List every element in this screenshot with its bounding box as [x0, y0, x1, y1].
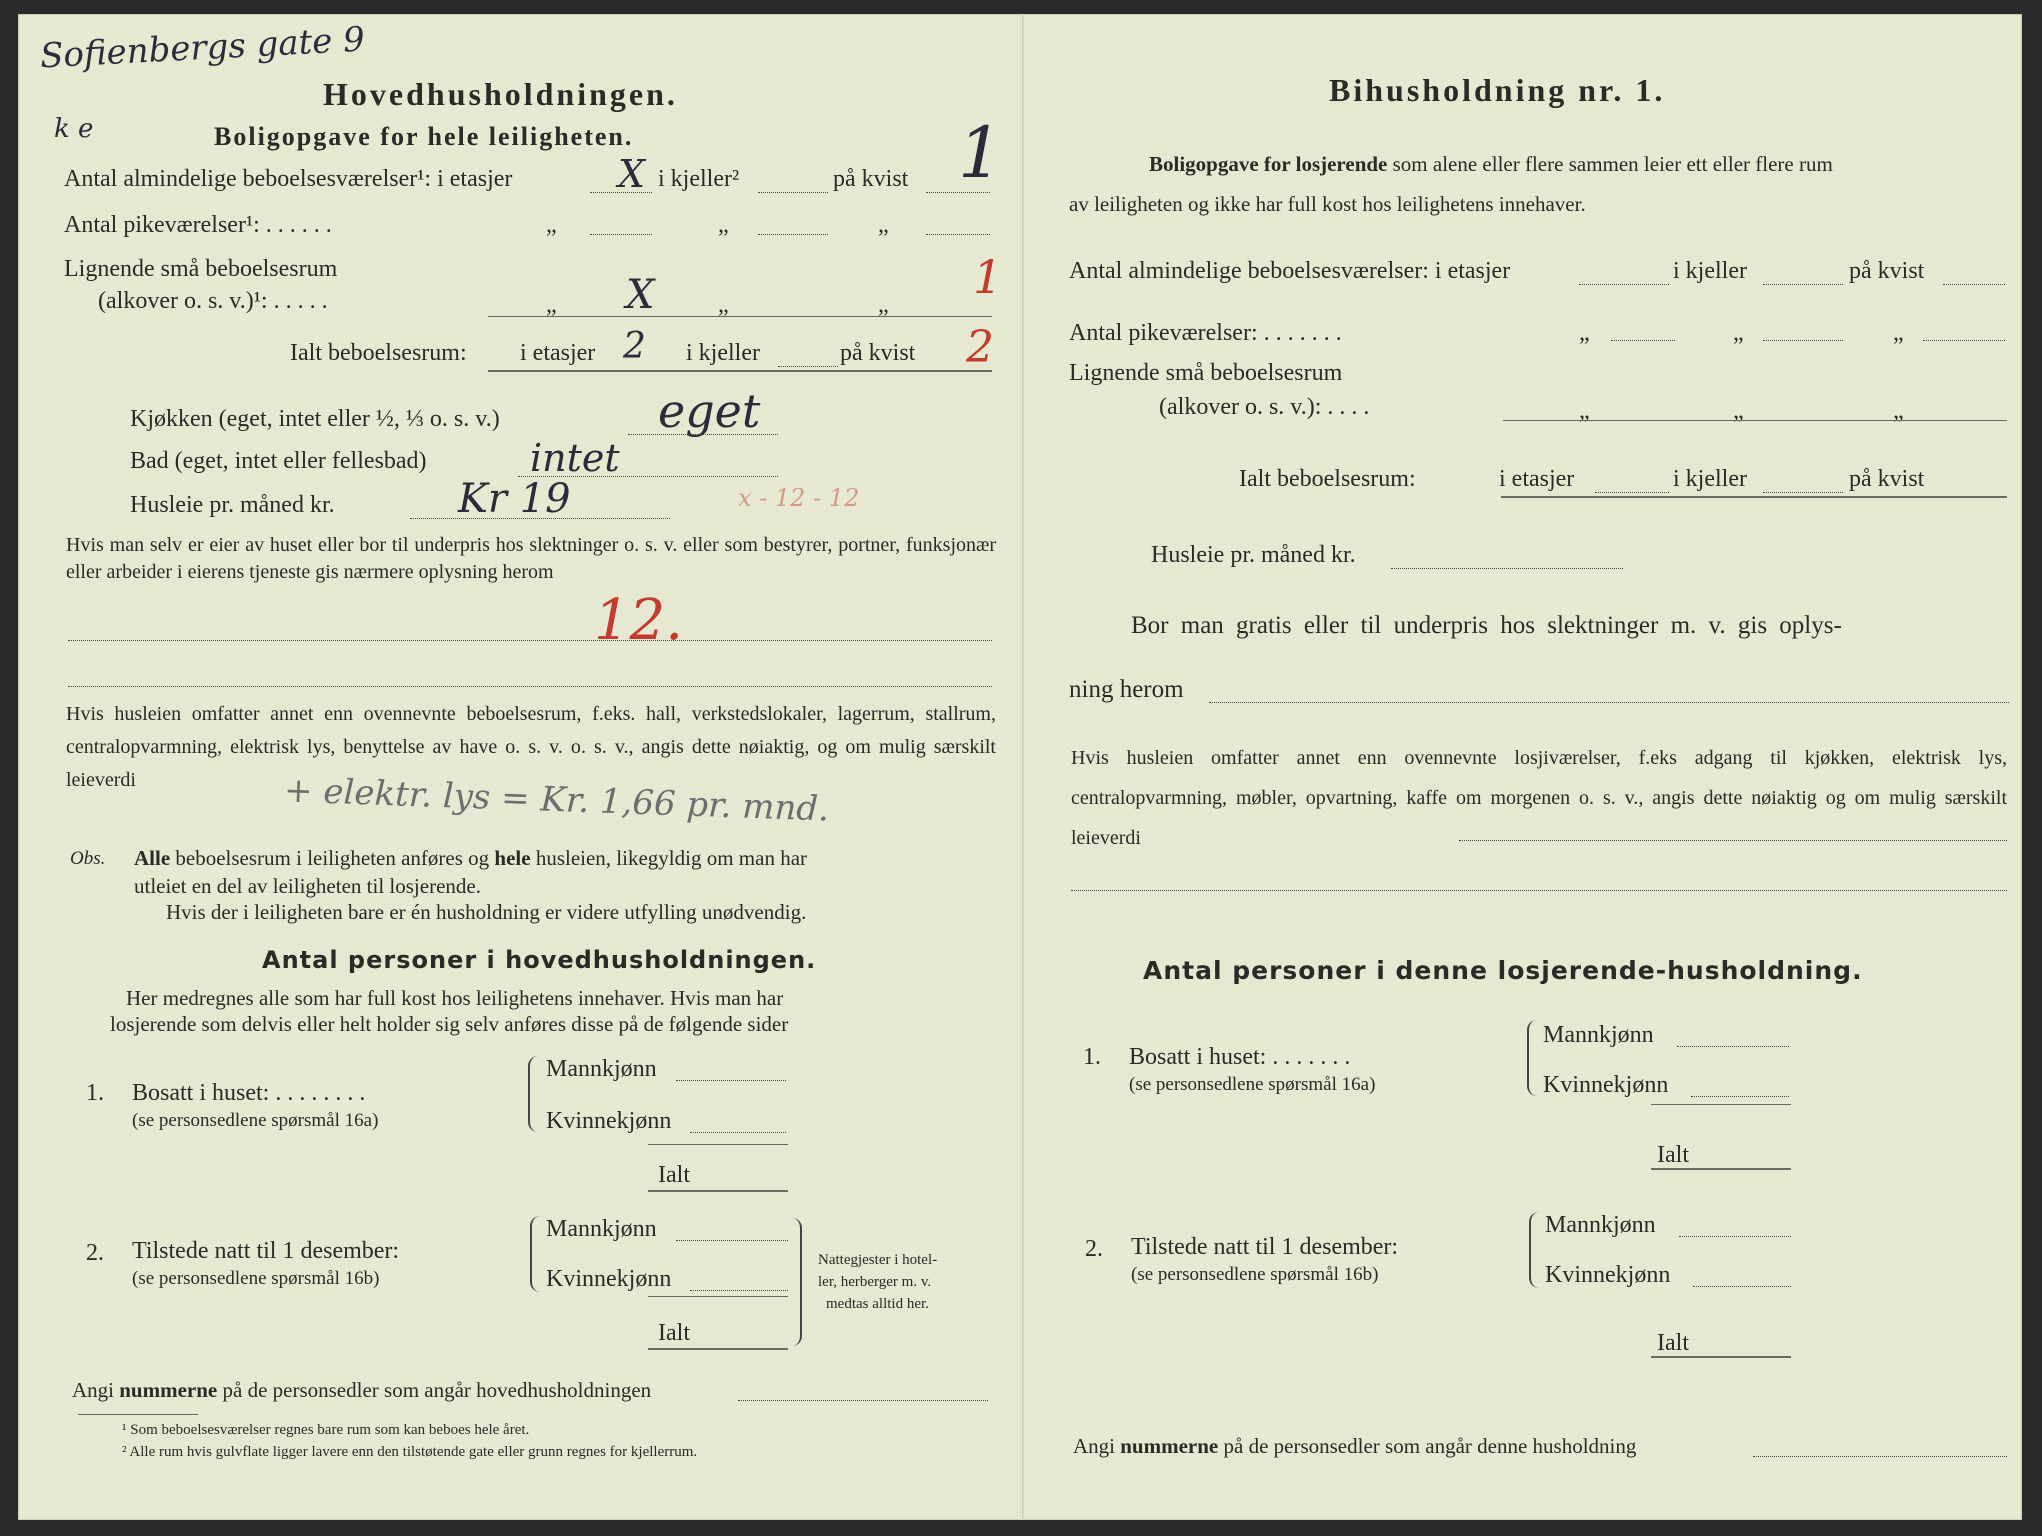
rent-includes-instructions: Hvis husleien omfatter annet enn ovennevnte beboelsesrum, f.eks. hall, verkstedslokaler, lagerrum, stallrum, centralopvarmning, elektrisk lys, benyttelse av have o. s. v. o. s. v., angis dette nøiaktig, og om mulig særskilt leieverdi: [66, 703, 996, 791]
lodger-q2-label: Tilstede natt til 1 desember:: [1131, 1234, 1399, 1260]
ditto-mark: „: [718, 292, 729, 318]
rent-value: Kr 19: [458, 476, 571, 522]
owner-instructions: Hvis man selv er eier av huset eller bor til underpris hos slektninger o. s. v. eller som bestyrer, portner, funksjonær eller arbeider i eierens tjeneste gis nærmere oplysning herom: [66, 534, 996, 583]
small-rooms-label: Lignende små beboelsesrum: [64, 256, 338, 282]
lodger-q1-number: 1.: [1083, 1044, 1101, 1070]
lodger-q2-total-label: Ialt: [1657, 1330, 1689, 1356]
ditto-mark: „: [1893, 398, 1904, 424]
main-household-page: [18, 14, 1022, 1520]
persons-note-1: Her medregnes alle som har full kost hos leilighetens innehaver. Hvis man har: [126, 986, 784, 1010]
obs-line-1: Alle beboelsesrum i leiligheten anføres og hele husleien, likegyldig om man har: [134, 846, 808, 870]
page-title: Hovedhusholdningen.: [323, 76, 678, 112]
lodger-small-rooms-label: Lignende små beboelsesrum: [1069, 360, 1343, 386]
small-rooms-floor-value: X: [626, 272, 655, 318]
q2-number: 2.: [86, 1240, 104, 1266]
rooms-basement-label: i kjeller²: [658, 166, 740, 192]
subhousehold-page: [1022, 14, 2023, 1520]
lodger-rent-includes-instructions: Hvis husleien omfatter annet enn ovennevnte losjiværelser, f.eks adgang til kjøkken, elektrisk lys, centralopvarmning, møbler, opvartning, kaffe om morgenen o. s. v., angis dette nøiaktig og om mulig særskilt leieverdi: [1071, 747, 2007, 849]
q2-reference: (se personsedlene spørsmål 16b): [132, 1268, 380, 1289]
ditto-mark: „: [546, 212, 557, 238]
ditto-mark: „: [718, 212, 729, 238]
night-guests-note-1: Nattegjester i hotel-: [818, 1252, 938, 1268]
lodger-q2-female-label: Kvinnekjønn: [1545, 1262, 1671, 1288]
lodger-free-line-1: Bor man gratis eller til underpris hos slektninger m. v. gis oplys-: [1131, 612, 1842, 639]
lodger-q1-label: Bosatt i huset: . . . . . . .: [1129, 1044, 1351, 1070]
total-floor-value: 2: [623, 326, 646, 367]
lodger-rooms-attic-label: på kvist: [1849, 258, 1925, 284]
q2-label: Tilstede natt til 1 desember:: [132, 1238, 400, 1264]
q1-reference: (se personsedlene spørsmål 16a): [132, 1110, 379, 1131]
subhousehold-title: Bihusholdning nr. 1.: [1329, 72, 1666, 108]
q2-female-label: Kvinnekjønn: [546, 1266, 672, 1292]
bath-label: Bad (eget, intet eller fellesbad): [130, 448, 427, 474]
rent-label: Husleie pr. måned kr.: [130, 492, 335, 518]
lodger-free-line-2: ning herom: [1069, 676, 1184, 703]
q1-male-label: Mannkjønn: [546, 1056, 657, 1082]
lodger-intro-line-2: av leiligheten og ikke har full kost hos leilighetens innehaver.: [1069, 192, 1586, 216]
numbers-line: Angi nummerne på de personsedler som angår hovedhusholdningen: [72, 1378, 652, 1402]
lodger-maid-rooms-label: Antal pikeværelser: . . . . . . .: [1069, 320, 1342, 346]
lodger-q2-number: 2.: [1085, 1236, 1103, 1262]
persons-title: Antal personer i hovedhusholdningen.: [262, 946, 817, 974]
lodger-rooms-label: Antal almindelige beboelsesværelser: i etasjer: [1069, 258, 1511, 284]
q1-number: 1.: [86, 1080, 104, 1106]
lodger-q1-total-label: Ialt: [1657, 1142, 1689, 1168]
obs-line-3: Hvis der i leiligheten bare er én husholdning er videre utfylling unødvendig.: [166, 900, 807, 924]
persons-note-2: losjerende som delvis eller helt holder sig selv anføres disse på de følgende sider: [110, 1012, 789, 1036]
alcove-label: (alkover o. s. v.)¹: . . . . .: [98, 288, 328, 314]
lodger-total-attic-label: på kvist: [1849, 466, 1925, 492]
rooms-label: Antal almindelige beboelsesværelser¹: i etasjer: [64, 166, 513, 192]
lodger-q1-male-label: Mannkjønn: [1543, 1022, 1654, 1048]
q2-male-label: Mannkjønn: [546, 1216, 657, 1242]
total-attic-value: 2: [966, 322, 994, 373]
lodger-rent-label: Husleie pr. måned kr.: [1151, 542, 1356, 568]
ditto-mark: „: [1579, 398, 1590, 424]
q1-total-label: Ialt: [658, 1162, 690, 1188]
total-attic-label: på kvist: [840, 340, 916, 366]
handwritten-address: Sofienbergs gate 9: [39, 19, 366, 77]
rent-includes-value: + elektr. lys = Kr. 1,66 pr. mnd.: [283, 770, 830, 830]
rooms-attic-label: på kvist: [833, 166, 909, 192]
lodger-q2-reference: (se personsedlene spørsmål 16b): [1131, 1264, 1379, 1285]
footnote-2: ² Alle rum hvis gulvflate ligger lavere enn den tilstøtende gate eller grunn regnes for kjellerrum.: [122, 1444, 698, 1460]
red-12-mark: 12.: [594, 588, 684, 653]
ditto-mark: „: [1893, 320, 1904, 346]
lodger-intro-line-1: Boligopgave for losjerende som alene eller flere sammen leier ett eller flere rum: [1149, 152, 1833, 176]
page-subtitle: Boligopgave for hele leiligheten.: [214, 122, 634, 151]
ditto-mark: „: [878, 292, 889, 318]
total-basement-label: i kjeller: [686, 340, 760, 366]
total-rooms-label: Ialt beboelsesrum:: [290, 340, 467, 366]
handwritten-margin-note: k e: [54, 114, 94, 144]
obs-line-2: utleiet en del av leiligheten til losjerende.: [134, 874, 481, 898]
q2-total-label: Ialt: [658, 1320, 690, 1346]
ditto-mark: „: [878, 212, 889, 238]
ditto-mark: „: [546, 292, 557, 318]
lodger-total-rooms-label: Ialt beboelsesrum:: [1239, 466, 1416, 492]
bath-value: intet: [530, 436, 620, 480]
ditto-mark: „: [1579, 320, 1590, 346]
lodger-q1-reference: (se personsedlene spørsmål 16a): [1129, 1074, 1376, 1095]
q1-label: Bosatt i huset: . . . . . . . .: [132, 1080, 366, 1106]
rooms-attic-value: 1: [958, 112, 1003, 194]
lodger-alcove-label: (alkover o. s. v.): . . . .: [1159, 394, 1370, 420]
footnote-1: ¹ Som beboelsesværelser regnes bare rum som kan beboes hele året.: [122, 1422, 530, 1438]
lodger-persons-title: Antal personer i denne losjerende-husholdning.: [1143, 956, 1863, 985]
rent-red-note: x - 12 - 12: [738, 484, 860, 512]
lodger-rooms-basement-label: i kjeller: [1673, 258, 1747, 284]
census-form-sheet: [18, 14, 2022, 1520]
total-floor-label: i etasjer: [520, 340, 596, 366]
lodger-q1-female-label: Kvinnekjønn: [1543, 1072, 1669, 1098]
lodger-total-basement-label: i kjeller: [1673, 466, 1747, 492]
night-guests-note-2: ler, herberger m. v.: [818, 1274, 932, 1290]
lodger-q2-male-label: Mannkjønn: [1545, 1212, 1656, 1238]
lodger-total-floor-label: i etasjer: [1499, 466, 1575, 492]
maid-rooms-label: Antal pikeværelser¹: . . . . . .: [64, 212, 332, 238]
small-rooms-attic-value: 1: [973, 250, 1003, 304]
q1-female-label: Kvinnekjønn: [546, 1108, 672, 1134]
rooms-floor-value: X: [618, 152, 646, 196]
ditto-mark: „: [1733, 320, 1744, 346]
kitchen-value: eget: [658, 384, 761, 438]
obs-label: Obs.: [70, 848, 106, 869]
lodger-numbers-line: Angi nummerne på de personsedler som angår denne husholdning: [1073, 1434, 1637, 1458]
kitchen-label: Kjøkken (eget, intet eller ½, ⅓ o. s. v.): [130, 406, 500, 432]
ditto-mark: „: [1733, 398, 1744, 424]
night-guests-note-3: medtas alltid her.: [826, 1296, 929, 1312]
